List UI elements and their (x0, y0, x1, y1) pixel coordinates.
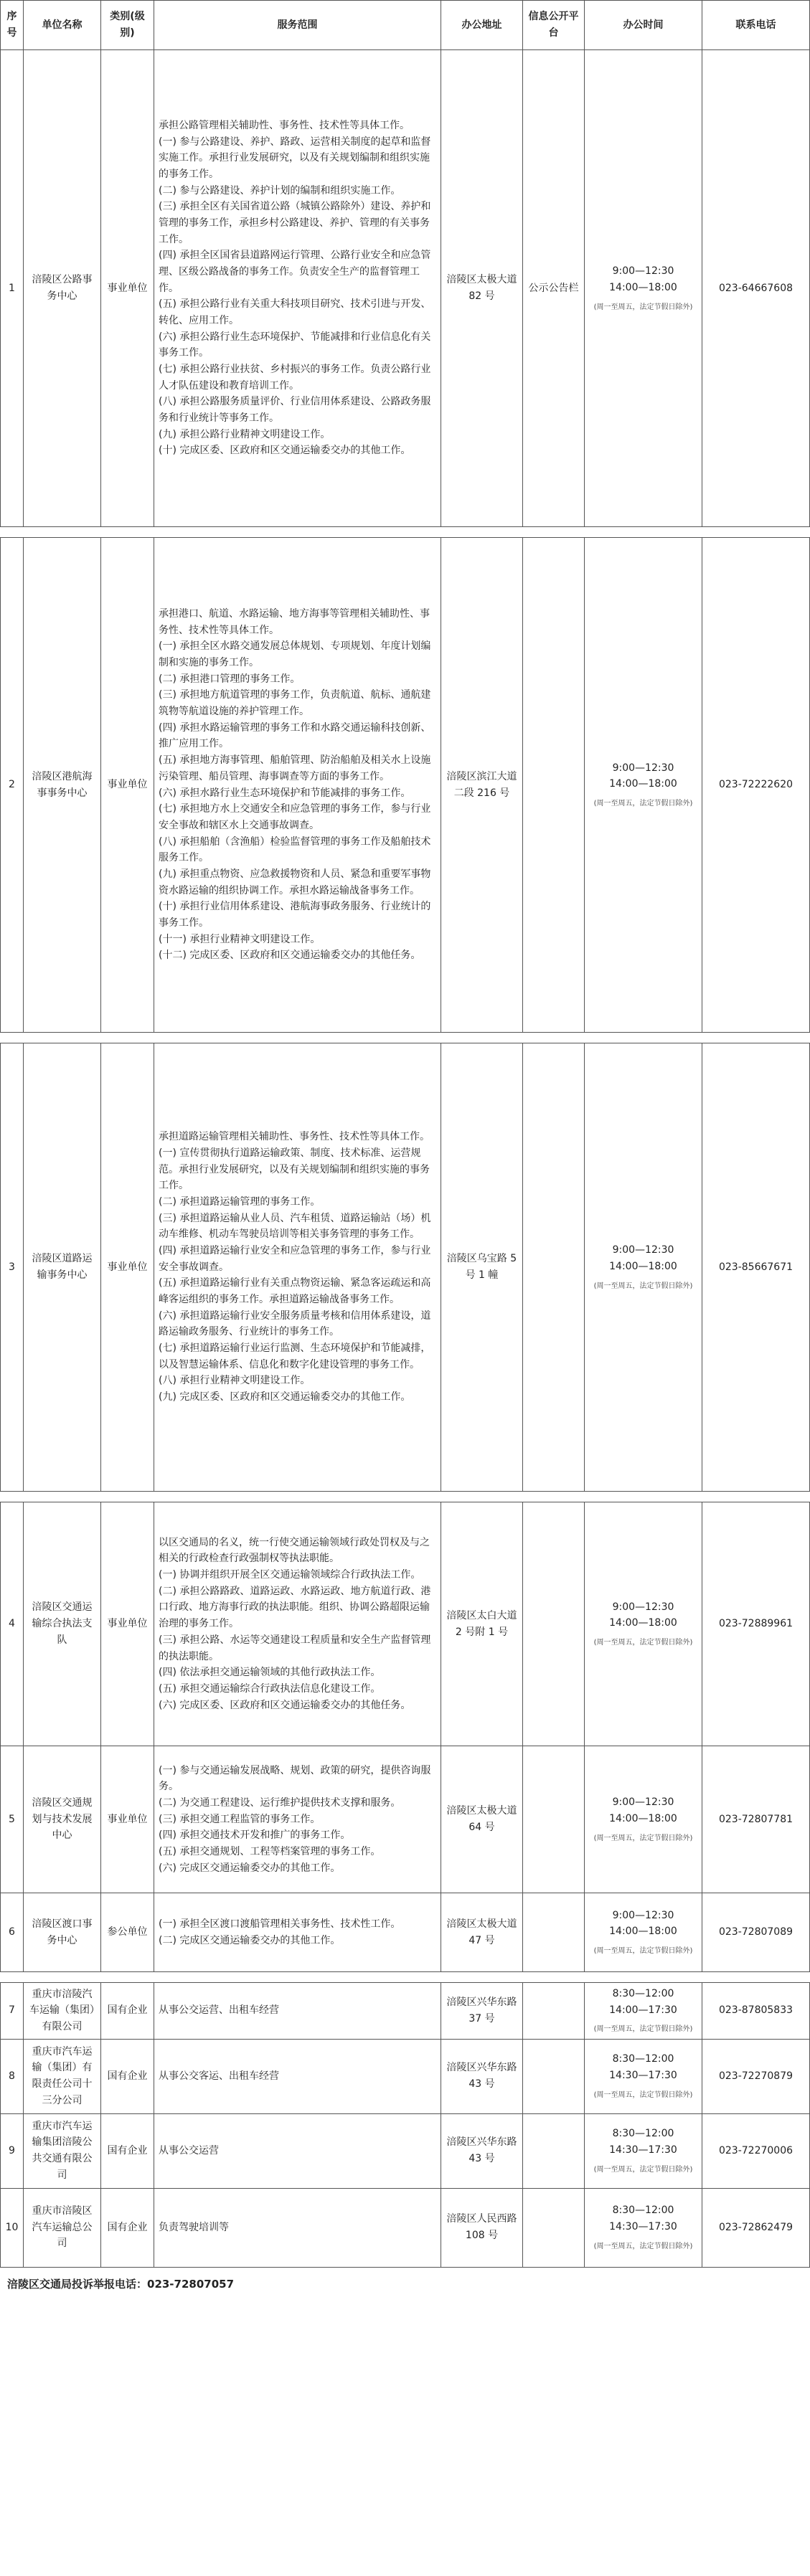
scope-line: 承担公路管理相关辅助性、事务性、技术性等具体工作。 (159, 119, 410, 131)
hours-line: 14:00—18:00 (609, 778, 677, 790)
hours-note: (周一至周五，法定节假日除外) (593, 800, 693, 808)
row-number: 7 (1, 1983, 24, 2040)
scope-line: (一) 宣传贯彻执行道路运输政策、制度、技术标准、运营规范。承担行业发展研究，以及有关规划编制和组织实施的事务工作。 (159, 1147, 430, 1192)
hours-line: 14:00—17:30 (609, 2004, 677, 2016)
office-address: 涪陵区太极大道 82 号 (441, 50, 523, 527)
unit-type: 事业单位 (101, 538, 154, 1033)
hours-line: 8:30—12:00 (612, 2053, 674, 2065)
table-row (1, 1746, 810, 1893)
hours-note: (周一至周五，法定节假日除外) (593, 1834, 693, 1842)
table-row (1, 1043, 810, 1492)
scope-line: (二) 为交通工程建设、运行维护提供技术支撑和服务。 (159, 1796, 401, 1809)
scope-line: (七) 承担公路行业扶贫、乡村振兴的事务工作。负责公路行业人才队伍建设和教育培训工作。 (159, 364, 431, 392)
scope-line: (七) 承担地方水上交通安全和应急管理的事务工作，参与行业安全事故和辖区水上交通事故调查。 (159, 803, 431, 831)
info-platform (523, 2039, 585, 2113)
scope-line: (五) 承担地方海事管理、船舶管理、防治船舶及相关水上设施污染管理、船员管理、海事调查等方面的事务工作。 (159, 754, 431, 782)
hours-line: 8:30—12:00 (612, 2205, 674, 2217)
unit-name: 涪陵区道路运输事务中心 (24, 1043, 101, 1492)
hours-note: (周一至周五，法定节假日除外) (593, 1639, 693, 1647)
row-number: 8 (1, 2039, 24, 2113)
unit-name: 重庆市汽车运输集团涪陵公共交通有限公司 (24, 2113, 101, 2188)
service-scope (154, 1043, 441, 1492)
scope-line: (六) 完成区委、区政府和区交通运输委交办的其他任务。 (159, 1699, 411, 1711)
group-gap (1, 1972, 810, 1983)
scope-line: (二) 承担道路运输管理的事务工作。 (159, 1195, 321, 1208)
hours-line: 9:00—12:30 (612, 1796, 674, 1809)
scope-line: (三) 承担地方航道管理的事务工作，负责航道、航标、通航建筑物等航道设施的养护管理工作。 (159, 689, 431, 718)
scope-line: (五) 承担道路运输行业有关重点物资运输、紧急客运疏运和高峰客运组织的事务工作。承担道路运输战备事务工作。 (159, 1277, 431, 1305)
scope-line: (三) 承担交通工程监管的事务工作。 (159, 1813, 321, 1825)
scope-line: (十) 承担行业信用体系建设、港航海事政务服务、行业统计的事务工作。 (159, 901, 431, 929)
hours-note: (周一至周五，法定节假日除外) (593, 1947, 693, 1956)
scope-line: (四) 承担水路运输管理的事务工作和水路交通运输科技创新、推广应用工作。 (159, 721, 431, 750)
info-platform (523, 1983, 585, 2040)
table-row (1, 1893, 810, 1972)
hours-line: 8:30—12:00 (612, 2128, 674, 2140)
scope-line: (九) 承担重点物资、应急救援物资和人员、紧急和重要军事物资水路运输的组织协调工作。承担水路运输战备事务工作。 (159, 868, 431, 896)
office-address: 涪陵区太极大道 64 号 (441, 1746, 523, 1893)
row-number: 10 (1, 2188, 24, 2267)
service-scope (154, 50, 441, 527)
hours-line: 9:00—12:30 (612, 265, 674, 278)
info-platform (523, 1746, 585, 1893)
unit-name: 重庆市涪陵区汽车运输总公司 (24, 2188, 101, 2267)
hours-line: 9:00—12:30 (612, 1244, 674, 1256)
unit-type: 国有企业 (101, 2188, 154, 2267)
contact-phone: 023-72807089 (702, 1893, 810, 1972)
group-gap (1, 1033, 810, 1043)
scope-line: (六) 承担道路运输行业安全服务质量考核和信用体系建设，道路运输政务服务、行业统计的事务工作。 (159, 1310, 431, 1338)
hours-line: 9:00—12:30 (612, 1601, 674, 1613)
scope-line: (六) 承担公路行业生态环境保护、节能减排和行业信息化有关事务工作。 (159, 331, 431, 359)
table-body (1, 50, 810, 2268)
group-gap (1, 1492, 810, 1502)
contact-phone: 023-72889961 (702, 1502, 810, 1746)
scope-line: (五) 承担交通规划、工程等档案管理的事务工作。 (159, 1846, 381, 1857)
office-address: 涪陵区兴华东路 43 号 (441, 2113, 523, 2188)
scope-line: 以区交通局的名义，统一行使交通运输领域行政处罚权及与之相关的行政检查行政强制权等执法职能。 (159, 1536, 430, 1565)
complaint-hotline: 涪陵区交通局投诉举报电话：023-72807057 (7, 2277, 235, 2291)
unit-type: 事业单位 (101, 1502, 154, 1746)
header-platform: 信息公开平台 (523, 1, 585, 50)
unit-type: 参公单位 (101, 1893, 154, 1972)
scope-line: (十) 完成区委、区政府和区交通运输委交办的其他工作。 (159, 445, 411, 457)
unit-type: 国有企业 (101, 2113, 154, 2188)
table-row (1, 2113, 810, 2188)
service-scope (154, 538, 441, 1033)
service-scope (154, 1893, 441, 1972)
scope-line: 从事公交运营 (159, 2144, 219, 2156)
table-row (1, 1983, 810, 2040)
scope-line: (三) 承担公路、水运等交通建设工程质量和安全生产监督管理的执法职能。 (159, 1634, 431, 1662)
office-address: 涪陵区太极大道 47 号 (441, 1893, 523, 1972)
row-number: 5 (1, 1746, 24, 1893)
info-platform (523, 1502, 585, 1746)
info-platform (523, 1043, 585, 1492)
office-address: 涪陵区乌宝路 5 号 1 幢 (441, 1043, 523, 1492)
scope-line: 负责驾驶培训等 (159, 2221, 229, 2233)
scope-line: (二) 承担公路路政、道路运政、水路运政、地方航道行政、港口行政、地方海事行政的执法职能。组织、协调公路超限运输治理的事务工作。 (159, 1585, 431, 1630)
scope-line: (二) 参与公路建设、养护计划的编制和组织实施工作。 (159, 184, 401, 196)
office-address: 涪陵区兴华东路 43 号 (441, 2039, 523, 2113)
office-address: 涪陵区滨江大道二段 216 号 (441, 538, 523, 1033)
scope-line: (六) 完成区交通运输委交办的其他工作。 (159, 1862, 341, 1874)
contact-phone: 023-72222620 (702, 538, 810, 1033)
contact-phone: 023-72807781 (702, 1746, 810, 1893)
group-gap (1, 527, 810, 538)
scope-line: (一) 协调并组织开展全区交通运输领域综合行政执法工作。 (159, 1569, 421, 1581)
office-address: 涪陵区太白大道 2 号附 1 号 (441, 1502, 523, 1746)
scope-line: (二) 承担港口管理的事务工作。 (159, 673, 301, 685)
service-scope (154, 2188, 441, 2267)
scope-line: (九) 承担公路行业精神文明建设工作。 (159, 428, 331, 440)
scope-line: (十一) 承担行业精神文明建设工作。 (159, 933, 321, 945)
hours-line: 14:30—17:30 (609, 2220, 677, 2232)
scope-line: (一) 参与公路建设、养护、路政、运营相关制度的起草和监督实施工作。承担行业发展研究，以及有关规划编制和组织实施的事务工作。 (159, 136, 431, 180)
hours-note: (周一至周五，法定节假日除外) (593, 2025, 693, 2034)
header-name: 单位名称 (24, 1, 101, 50)
unit-type: 国有企业 (101, 2039, 154, 2113)
table-row (1, 50, 810, 527)
header-phone: 联系电话 (702, 1, 810, 50)
unit-name: 重庆市涪陵汽车运输（集团）有限公司 (24, 1983, 101, 2040)
hours-note: (周一至周五，法定节假日除外) (593, 2242, 693, 2250)
hours-line: 14:00—18:00 (609, 1812, 677, 1824)
scope-line: 承担港口、航道、水路运输、地方海事等管理相关辅助性、事务性、技术性等具体工作。 (159, 608, 430, 636)
scope-line: (六) 承担水路行业生态环境保护和节能减排的事务工作。 (159, 787, 411, 799)
hours-line: 14:30—17:30 (609, 2144, 677, 2156)
hours-line: 14:30—17:30 (609, 2069, 677, 2081)
row-number: 4 (1, 1502, 24, 1746)
service-scope (154, 1746, 441, 1893)
header-address: 办公地址 (441, 1, 523, 50)
hours-line: 9:00—12:30 (612, 762, 674, 774)
office-hours (585, 1502, 702, 1746)
row-number: 2 (1, 538, 24, 1033)
unit-type: 事业单位 (101, 1746, 154, 1893)
info-platform: 公示公告栏 (523, 50, 585, 527)
scope-line: (九) 完成区委、区政府和区交通运输委交办的其他工作。 (159, 1391, 411, 1403)
unit-type: 事业单位 (101, 50, 154, 527)
service-scope (154, 1983, 441, 2040)
hours-line: 14:00—18:00 (609, 1926, 677, 1938)
scope-line: (四) 承担交通技术开发和推广的事务工作。 (159, 1829, 351, 1842)
unit-type: 事业单位 (101, 1043, 154, 1492)
scope-line: (一) 承担全区水路交通发展总体规划、专项规划、年度计划编制和实施的事务工作。 (159, 640, 431, 669)
row-number: 9 (1, 2113, 24, 2188)
scope-line: (七) 承担道路运输行业运行监测、生态环境保护和节能减排，以及智慧运输体系、信息化和数字化建设管理的事务工作。 (159, 1343, 431, 1370)
contact-phone: 023-87805833 (702, 1983, 810, 2040)
hours-note: (周一至周五，法定节假日除外) (593, 2090, 693, 2099)
unit-name: 涪陵区交通规划与技术发展中心 (24, 1746, 101, 1893)
scope-line: 承担道路运输管理相关辅助性、事务性、技术性等具体工作。 (159, 1131, 430, 1143)
service-scope (154, 2039, 441, 2113)
table-header-row (1, 1, 810, 50)
office-hours (585, 1746, 702, 1893)
contact-phone: 023-72862479 (702, 2188, 810, 2267)
hours-line: 14:00—18:00 (609, 281, 677, 293)
office-hours (585, 1893, 702, 1972)
hours-note: (周一至周五，法定节假日除外) (593, 303, 693, 311)
scope-line: (八) 承担船舶（含渔船）检验监督管理的事务工作及船舶技术服务工作。 (159, 835, 431, 864)
office-hours (585, 2113, 702, 2188)
office-hours (585, 1043, 702, 1492)
unit-name: 涪陵区公路事务中心 (24, 50, 101, 527)
hours-line: 8:30—12:00 (612, 1988, 674, 1999)
contact-phone: 023-85667671 (702, 1043, 810, 1492)
table-row (1, 2188, 810, 2267)
info-platform (523, 538, 585, 1033)
table-row (1, 2039, 810, 2113)
scope-line: 从事公交客运、出租车经营 (159, 2070, 279, 2082)
scope-line: (一) 承担全区渡口渡船管理相关事务性、技术性工作。 (159, 1918, 401, 1930)
hours-note: (周一至周五，法定节假日除外) (593, 1282, 693, 1290)
scope-line: (三) 承担全区有关国省道公路（城镇公路除外）建设、养护和管理的事务工作，承担乡村公路建设、养护、管理的有关事务工作。 (159, 201, 431, 245)
header-type: 类别(级别) (101, 1, 154, 50)
unit-name: 重庆市汽车运输（集团）有限责任公司十三分公司 (24, 2039, 101, 2113)
scope-line: (十二) 完成区委、区政府和区交通运输委交办的其他任务。 (159, 950, 421, 962)
office-hours (585, 538, 702, 1033)
scope-line: (一) 参与交通运输发展战略、规划、政策的研究，提供咨询服务。 (159, 1764, 431, 1793)
contact-phone: 023-72270006 (702, 2113, 810, 2188)
scope-line: (五) 承担交通运输综合行政执法信息化建设工作。 (159, 1682, 381, 1695)
contact-phone: 023-72270879 (702, 2039, 810, 2113)
unit-name: 涪陵区交通运输综合执法支队 (24, 1502, 101, 1746)
service-scope (154, 2113, 441, 2188)
service-scope (154, 1502, 441, 1746)
info-platform (523, 2113, 585, 2188)
row-number: 3 (1, 1043, 24, 1492)
unit-name: 涪陵区港航海事事务中心 (24, 538, 101, 1033)
hours-line: 9:00—12:30 (612, 1909, 674, 1921)
hours-note: (周一至周五，法定节假日除外) (593, 2165, 693, 2174)
scope-line: (五) 承担公路行业有关重大科技项目研究、技术引进与开发、转化、应用工作。 (159, 298, 431, 326)
scope-line: (四) 承担道路运输行业安全和应急管理的事务工作，参与行业安全事故调查。 (159, 1244, 431, 1273)
office-hours (585, 50, 702, 527)
row-number: 1 (1, 50, 24, 527)
office-hours (585, 2188, 702, 2267)
scope-line: (二) 完成区交通运输委交办的其他工作。 (159, 1934, 341, 1946)
header-no: 序号 (1, 1, 24, 50)
scope-line: 从事公交运营、出租车经营 (159, 2004, 279, 2017)
scope-line: (八) 承担公路服务质量评价、行业信用体系建设、公路政务服务和行业统计等事务工作。 (159, 396, 431, 425)
header-scope: 服务范围 (154, 1, 441, 50)
header-hours: 办公时间 (585, 1, 702, 50)
office-address: 涪陵区人民西路 108 号 (441, 2188, 523, 2267)
unit-type: 国有企业 (101, 1983, 154, 2040)
office-hours (585, 1983, 702, 2040)
office-address: 涪陵区兴华东路 37 号 (441, 1983, 523, 2040)
unit-name: 涪陵区渡口事务中心 (24, 1893, 101, 1972)
table-row (1, 1502, 810, 1746)
scope-line: (八) 承担行业精神文明建设工作。 (159, 1375, 311, 1387)
scope-line: (四) 依法承担交通运输领域的其他行政执法工作。 (159, 1667, 381, 1679)
contact-phone: 023-64667608 (702, 50, 810, 527)
hours-line: 14:00—18:00 (609, 1617, 677, 1629)
info-platform (523, 1893, 585, 1972)
info-platform (523, 2188, 585, 2267)
table-row (1, 538, 810, 1033)
hours-line: 14:00—18:00 (609, 1260, 677, 1272)
office-hours (585, 2039, 702, 2113)
scope-line: (四) 承担全区国省县道路网运行管理、公路行业安全和应急管理、区级公路战备的事务工作。负责安全生产的监督管理工作。 (159, 250, 431, 294)
row-number: 6 (1, 1893, 24, 1972)
scope-line: (三) 承担道路运输从业人员、汽车租赁、道路运输站（场）机动车维修、机动车驾驶员培训等相关事务管理的事务工作。 (159, 1212, 431, 1241)
